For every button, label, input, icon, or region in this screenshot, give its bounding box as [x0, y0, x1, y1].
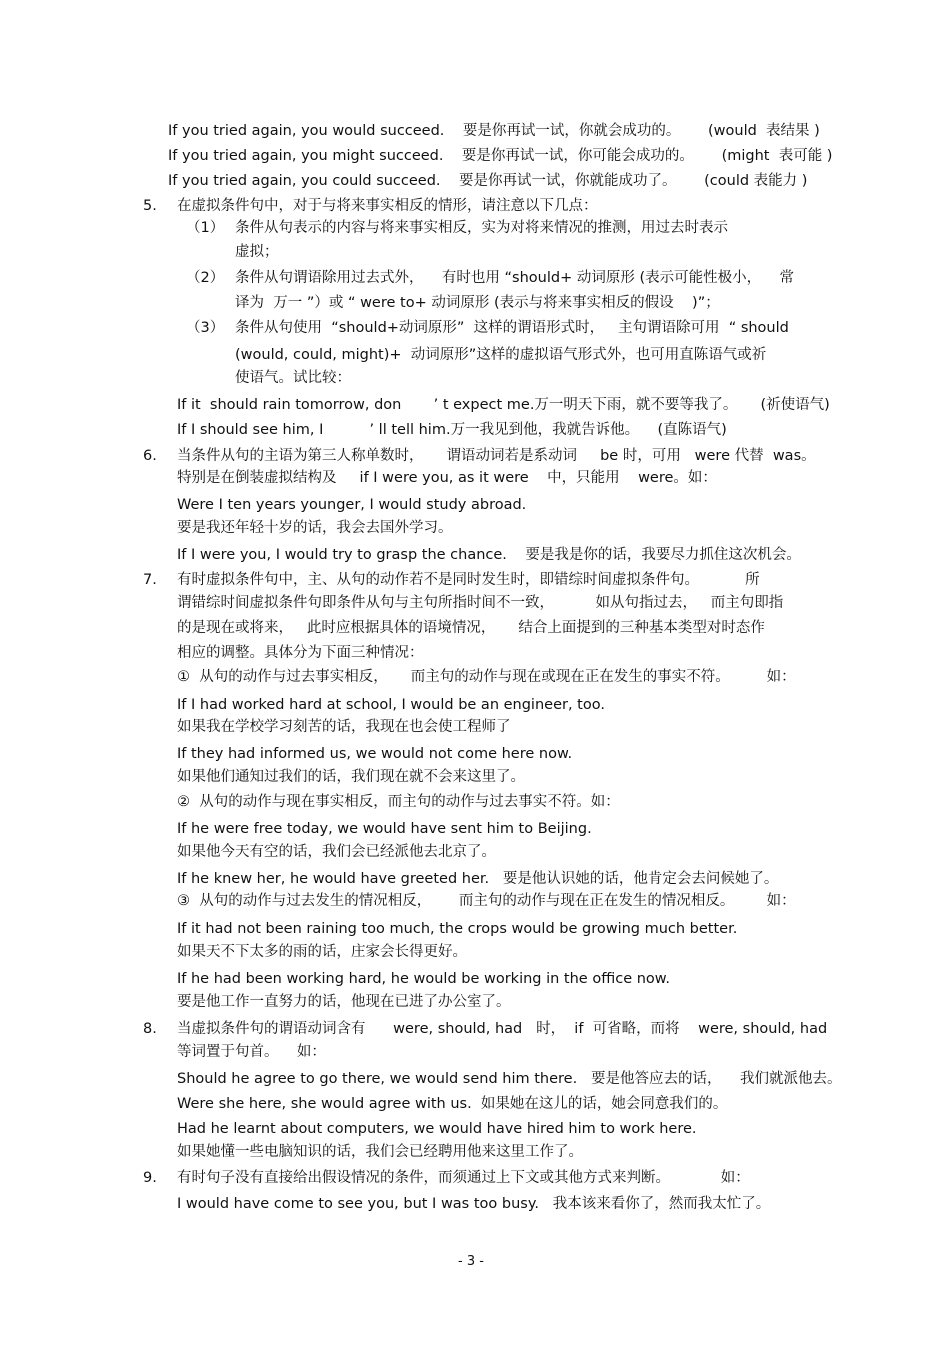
- example-line: I would have come to see you, but I was too busy. 我本该来看你了，然而我太忙了。: [177, 1196, 771, 1212]
- example-line: 如果她懂一些电脑知识的话，我们会已经聘用他来这里工作了。: [177, 1144, 583, 1160]
- text-line: 当虚拟条件句的谓语动词含有 were, should, had 时， if 可省略，而将 were, should, had: [177, 1021, 828, 1037]
- text-line: 有时虚拟条件句中，主、从句的动作若不是同时发生时，即错综时间虚拟条件句。 所: [177, 572, 760, 588]
- example-line: If he had been working hard, he would be working in the office now.: [177, 971, 670, 987]
- example-line: 要是我还年轻十岁的话，我会去国外学习。: [177, 520, 453, 536]
- example-line: 如果他们通知过我们的话，我们现在就不会来这里了。: [177, 769, 525, 785]
- text-line: 谓错综时间虚拟条件句即条件从句与主句所指时间不一致， 如从句指过去， 而主句即指: [177, 595, 784, 611]
- text-line: 条件从句谓语除用过去式外， 有时也用 “should+ 动词原形 (表示可能性极小， 常: [235, 270, 795, 286]
- text-line: (would, could, might)+ 动词原形”这样的虚拟语气形式外，也可用直陈语气或祈: [235, 347, 767, 363]
- text-line: 当条件从句的主语为第三人称单数时， 谓语动词若是系动词 be 时，可用 were 代替 was。: [177, 448, 816, 464]
- example-line: If I should see him, I ’ ll tell him.万一我见到他，我就告诉他。 (直陈语气): [177, 422, 727, 438]
- sub-item-number: （1）: [186, 220, 225, 236]
- text-line: If you tried again, you could succeed. 要是你再试一试，你就能成功了。 (could 表能力 ): [168, 173, 808, 189]
- example-line: If they had informed us, we would not come here now.: [177, 746, 573, 762]
- example-line: 要是他工作一直努力的话，他现在已进了办公室了。: [177, 994, 511, 1010]
- example-line: If I were you, I would try to grasp the chance. 要是我是你的话，我要尽力抓住这次机会。: [177, 547, 801, 563]
- example-line: 如果他今天有空的话，我们会已经派他去北京了。: [177, 844, 496, 860]
- text-line: 使语气。试比较：: [235, 370, 351, 386]
- example-line: Were she here, she would agree with us. 如果她在这儿的话，她会同意我们的。: [177, 1096, 728, 1112]
- text-line: 条件从句表示的内容与将来事实相反，实为对将来情况的推测，用过去时表示: [235, 220, 728, 236]
- example-line: Were I ten years younger, I would study abroad.: [177, 497, 527, 513]
- text-line: 译为 万一 ”）或 “ were to+ 动词原形 (表示与将来事实相反的假设 )”；: [235, 295, 720, 311]
- text-line: ③ 从句的动作与过去发生的情况相反， 而主句的动作与现在正在发生的情况相反。 如：: [177, 893, 796, 909]
- text-line: 条件从句使用 “should+动词原形” 这样的谓语形式时， 主句谓语除可用 “ should: [235, 320, 789, 336]
- item-number: 5.: [143, 198, 157, 214]
- item-number: 9.: [143, 1170, 157, 1186]
- page-number: - 3 -: [458, 1254, 484, 1269]
- text-line: ① 从句的动作与过去事实相反， 而主句的动作与现在或现在正在发生的事实不符。 如：: [177, 669, 796, 685]
- item-number: 7.: [143, 572, 157, 588]
- text-line: 特别是在倒装虚拟结构及 if I were you, as it were 中，只能用 were。如：: [177, 470, 717, 486]
- example-line: 如果天不下太多的雨的话，庄家会长得更好。: [177, 944, 467, 960]
- sub-item-number: （2）: [186, 270, 225, 286]
- text-line: 等词置于句首。 如：: [177, 1044, 326, 1060]
- text-line: 有时句子没有直接给出假设情况的条件，而须通过上下文或其他方式来判断。 如：: [177, 1170, 750, 1186]
- text-line: If you tried again, you would succeed. 要是你再试一试，你就会成功的。 (would 表结果 ): [168, 123, 820, 139]
- sub-item-number: （3）: [186, 320, 225, 336]
- example-line: 如果我在学校学习刻苦的话，我现在也会使工程师了: [177, 719, 511, 735]
- example-line: Should he agree to go there, we would send him there. 要是他答应去的话， 我们就派他去。: [177, 1071, 842, 1087]
- example-line: If it should rain tomorrow, don ’ t expect me.万一明天下雨，就不要等我了。 (祈使语气): [177, 397, 830, 413]
- item-number: 6.: [143, 448, 157, 464]
- item-number: 8.: [143, 1021, 157, 1037]
- example-line: If it had not been raining too much, the crops would be growing much better.: [177, 921, 738, 937]
- example-line: Had he learnt about computers, we would have hired him to work here.: [177, 1121, 697, 1137]
- text-line: If you tried again, you might succeed. 要是你再试一试，你可能会成功的。 (might 表可能 ): [168, 148, 833, 164]
- example-line: If I had worked hard at school, I would be an engineer, too.: [177, 697, 605, 713]
- text-line: 相应的调整。具体分为下面三种情况：: [177, 645, 424, 661]
- text-line: ② 从句的动作与现在事实相反，而主句的动作与过去事实不符。如：: [177, 794, 620, 810]
- text-line: 在虚拟条件句中，对于与将来事实相反的情形，请注意以下几点：: [177, 198, 598, 214]
- text-line: 的是现在或将来， 此时应根据具体的语境情况， 结合上面提到的三种基本类型对时态作: [177, 620, 765, 636]
- example-line: If he knew her, he would have greeted her. 要是他认识她的话，他肯定会去问候她了。: [177, 871, 779, 887]
- text-line: 虚拟；: [235, 244, 279, 260]
- example-line: If he were free today, we would have sent him to Beijing.: [177, 821, 592, 837]
